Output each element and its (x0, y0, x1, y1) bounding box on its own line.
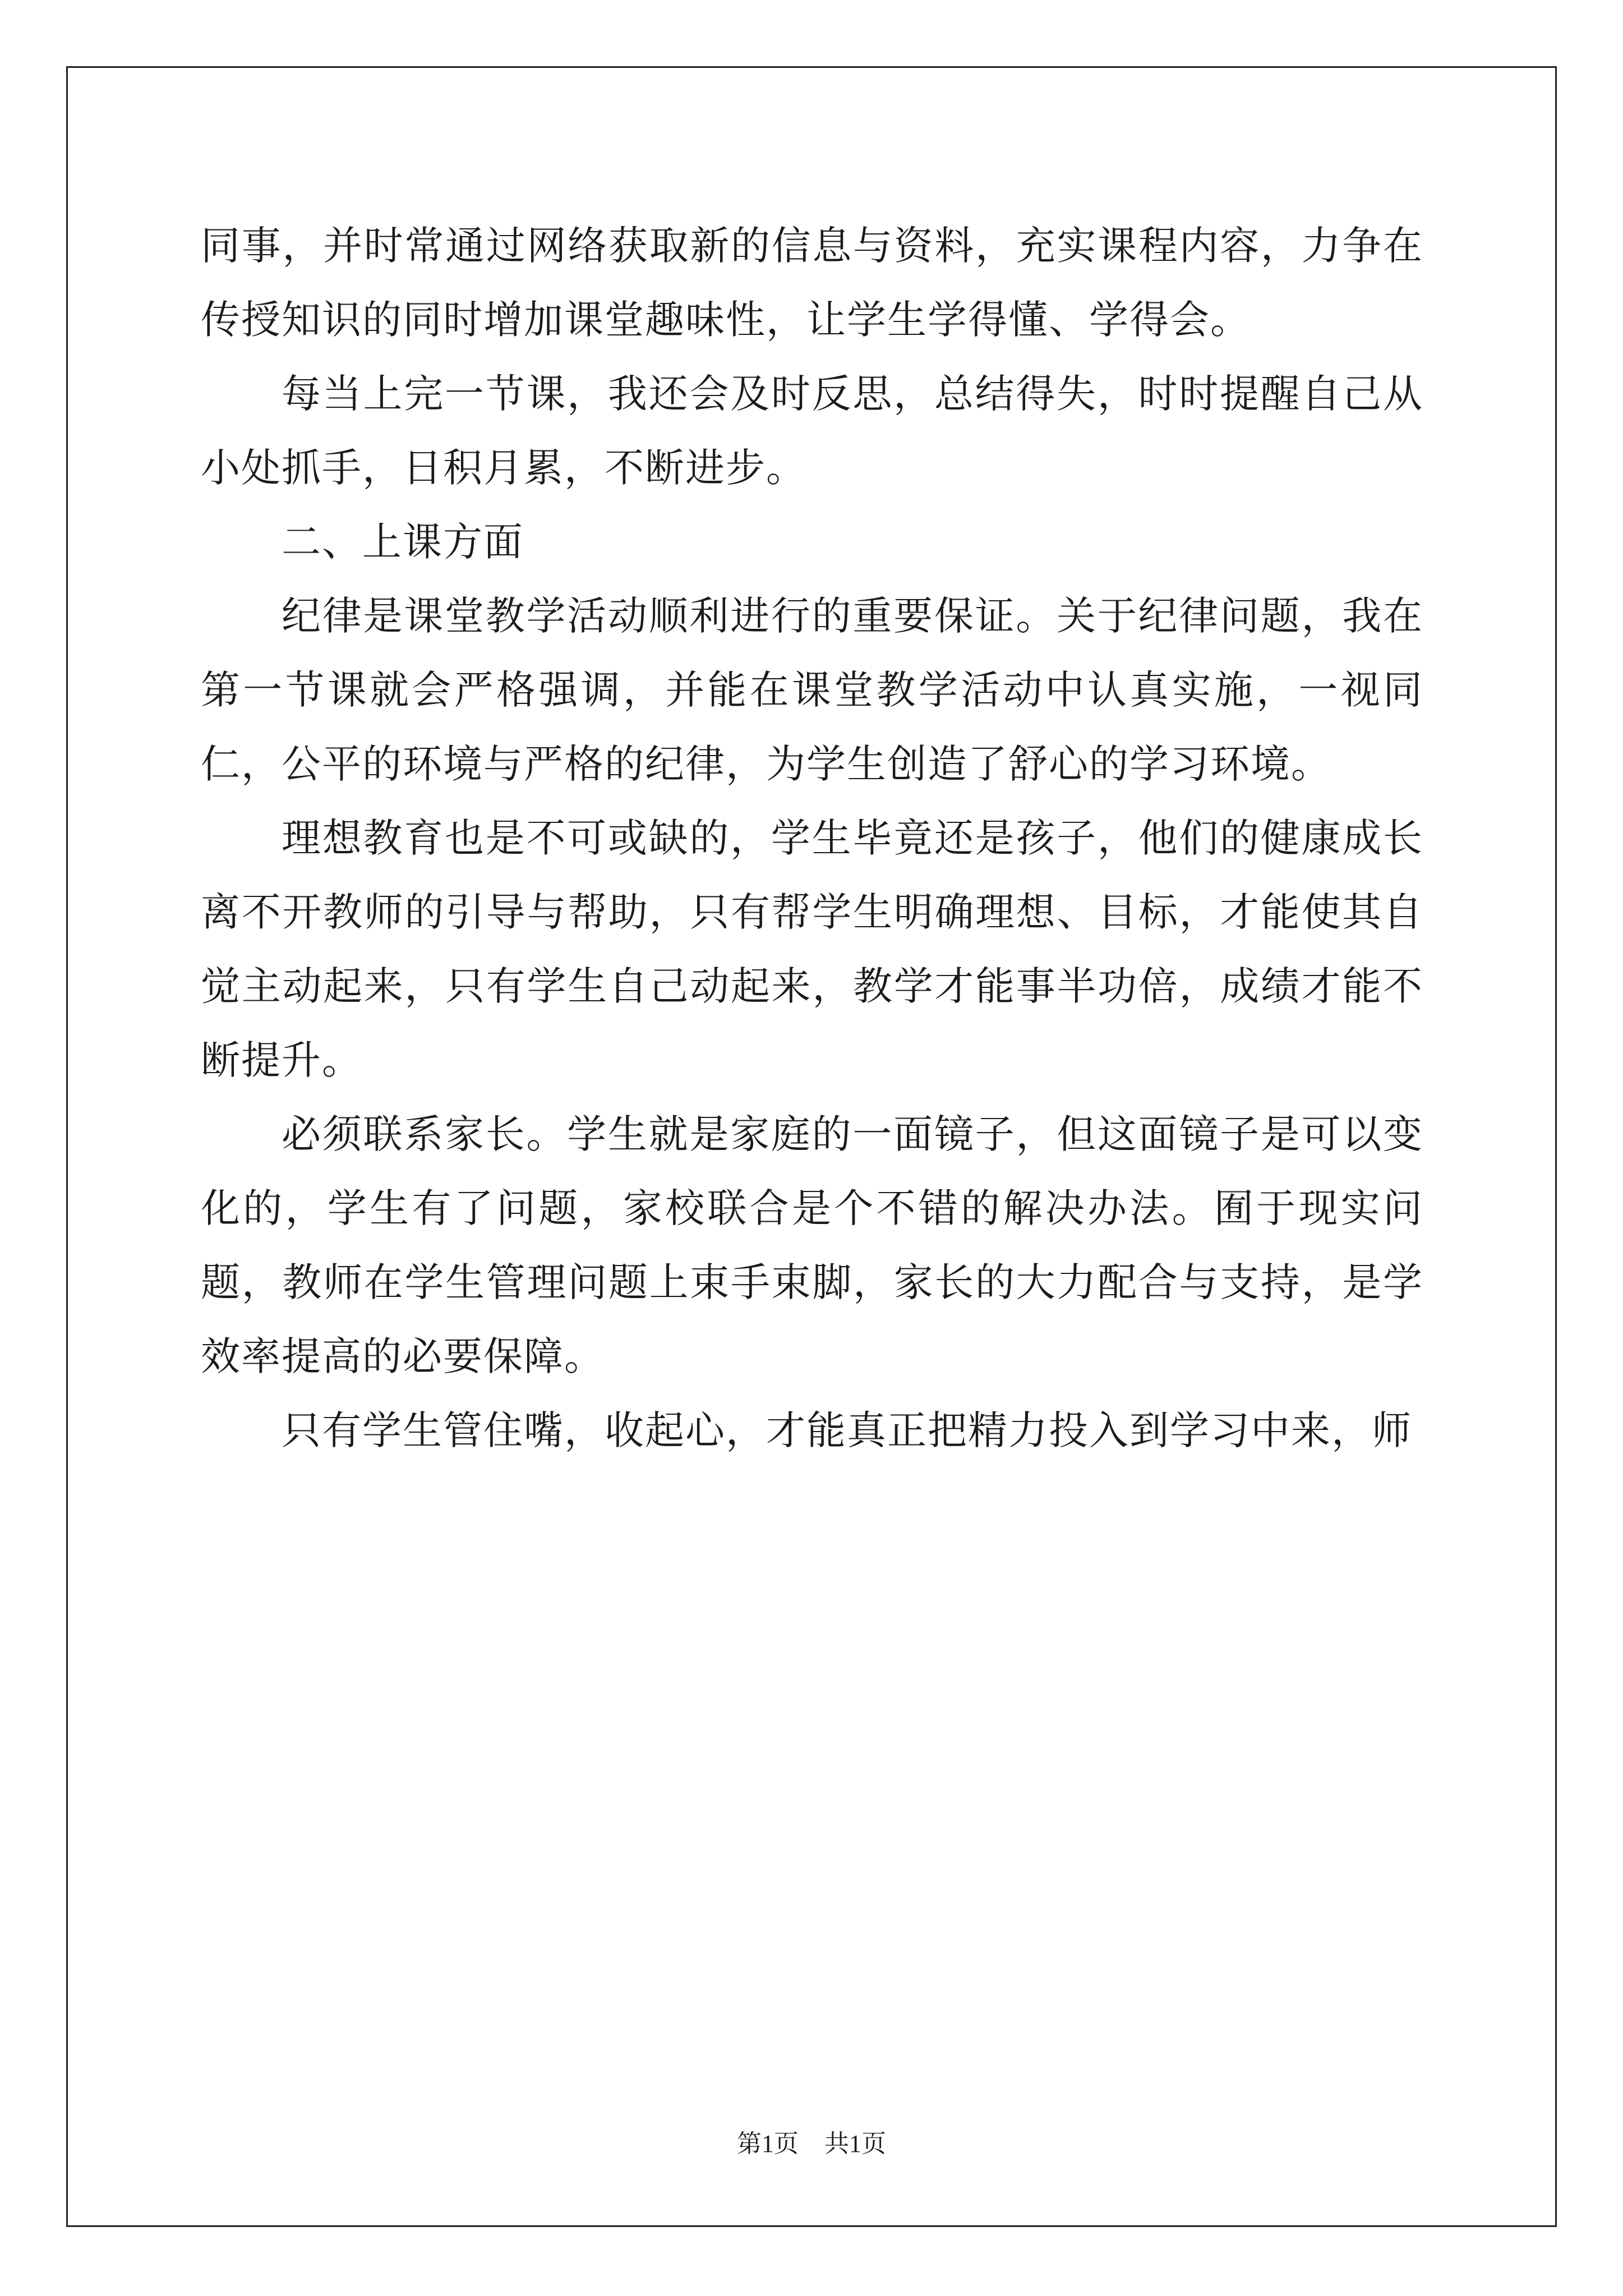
paragraph-5: 必须联系家长。学生就是家庭的一面镜子，但这面镜子是可以变化的，学生有了问题，家校联合是个不错的解决办法。囿于现实问题，教师在学生管理问题上束手束脚，家长的大力配合与支持，是学效率提高的必要保障。 (201, 1111, 1423, 1379)
paragraph-3: 纪律是课堂教学活动顺利进行的重要保证。关于纪律问题，我在第一节课就会严格强调，并能在课堂教学活动中认真实施，一视同仁，公平的环境与严格的纪律，为学生创造了舒心的学习环境。 (201, 593, 1423, 787)
paragraph-4: 理想教育也是不可或缺的，学生毕竟还是孩子，他们的健康成长离不开教师的引导与帮助，只有帮学生明确理想、目标，才能使其自觉主动起来，只有学生自己动起来，教学才能事半功倍，成绩才能不断提升。 (201, 815, 1423, 1083)
page-footer (0, 2123, 1623, 2159)
document-body (201, 209, 1423, 1467)
page-number: 第1页 (737, 2130, 799, 2157)
paragraph-2: 每当上完一节课，我还会及时反思，总结得失，时时提醒自己从小处抓手，日积月累，不断进步。 (201, 371, 1423, 491)
page-total: 共1页 (824, 2130, 886, 2157)
paragraph-6: 只有学生管住嘴，收起心，才能真正把精力投入到学习中来，师 (282, 1407, 1412, 1453)
paragraph-1: 同事，并时常通过网络获取新的信息与资料，充实课程内容，力争在传授知识的同时增加课堂趣味性，让学生学得懂、学得会。 (201, 223, 1423, 343)
section-heading: 二、上课方面 (282, 519, 524, 565)
